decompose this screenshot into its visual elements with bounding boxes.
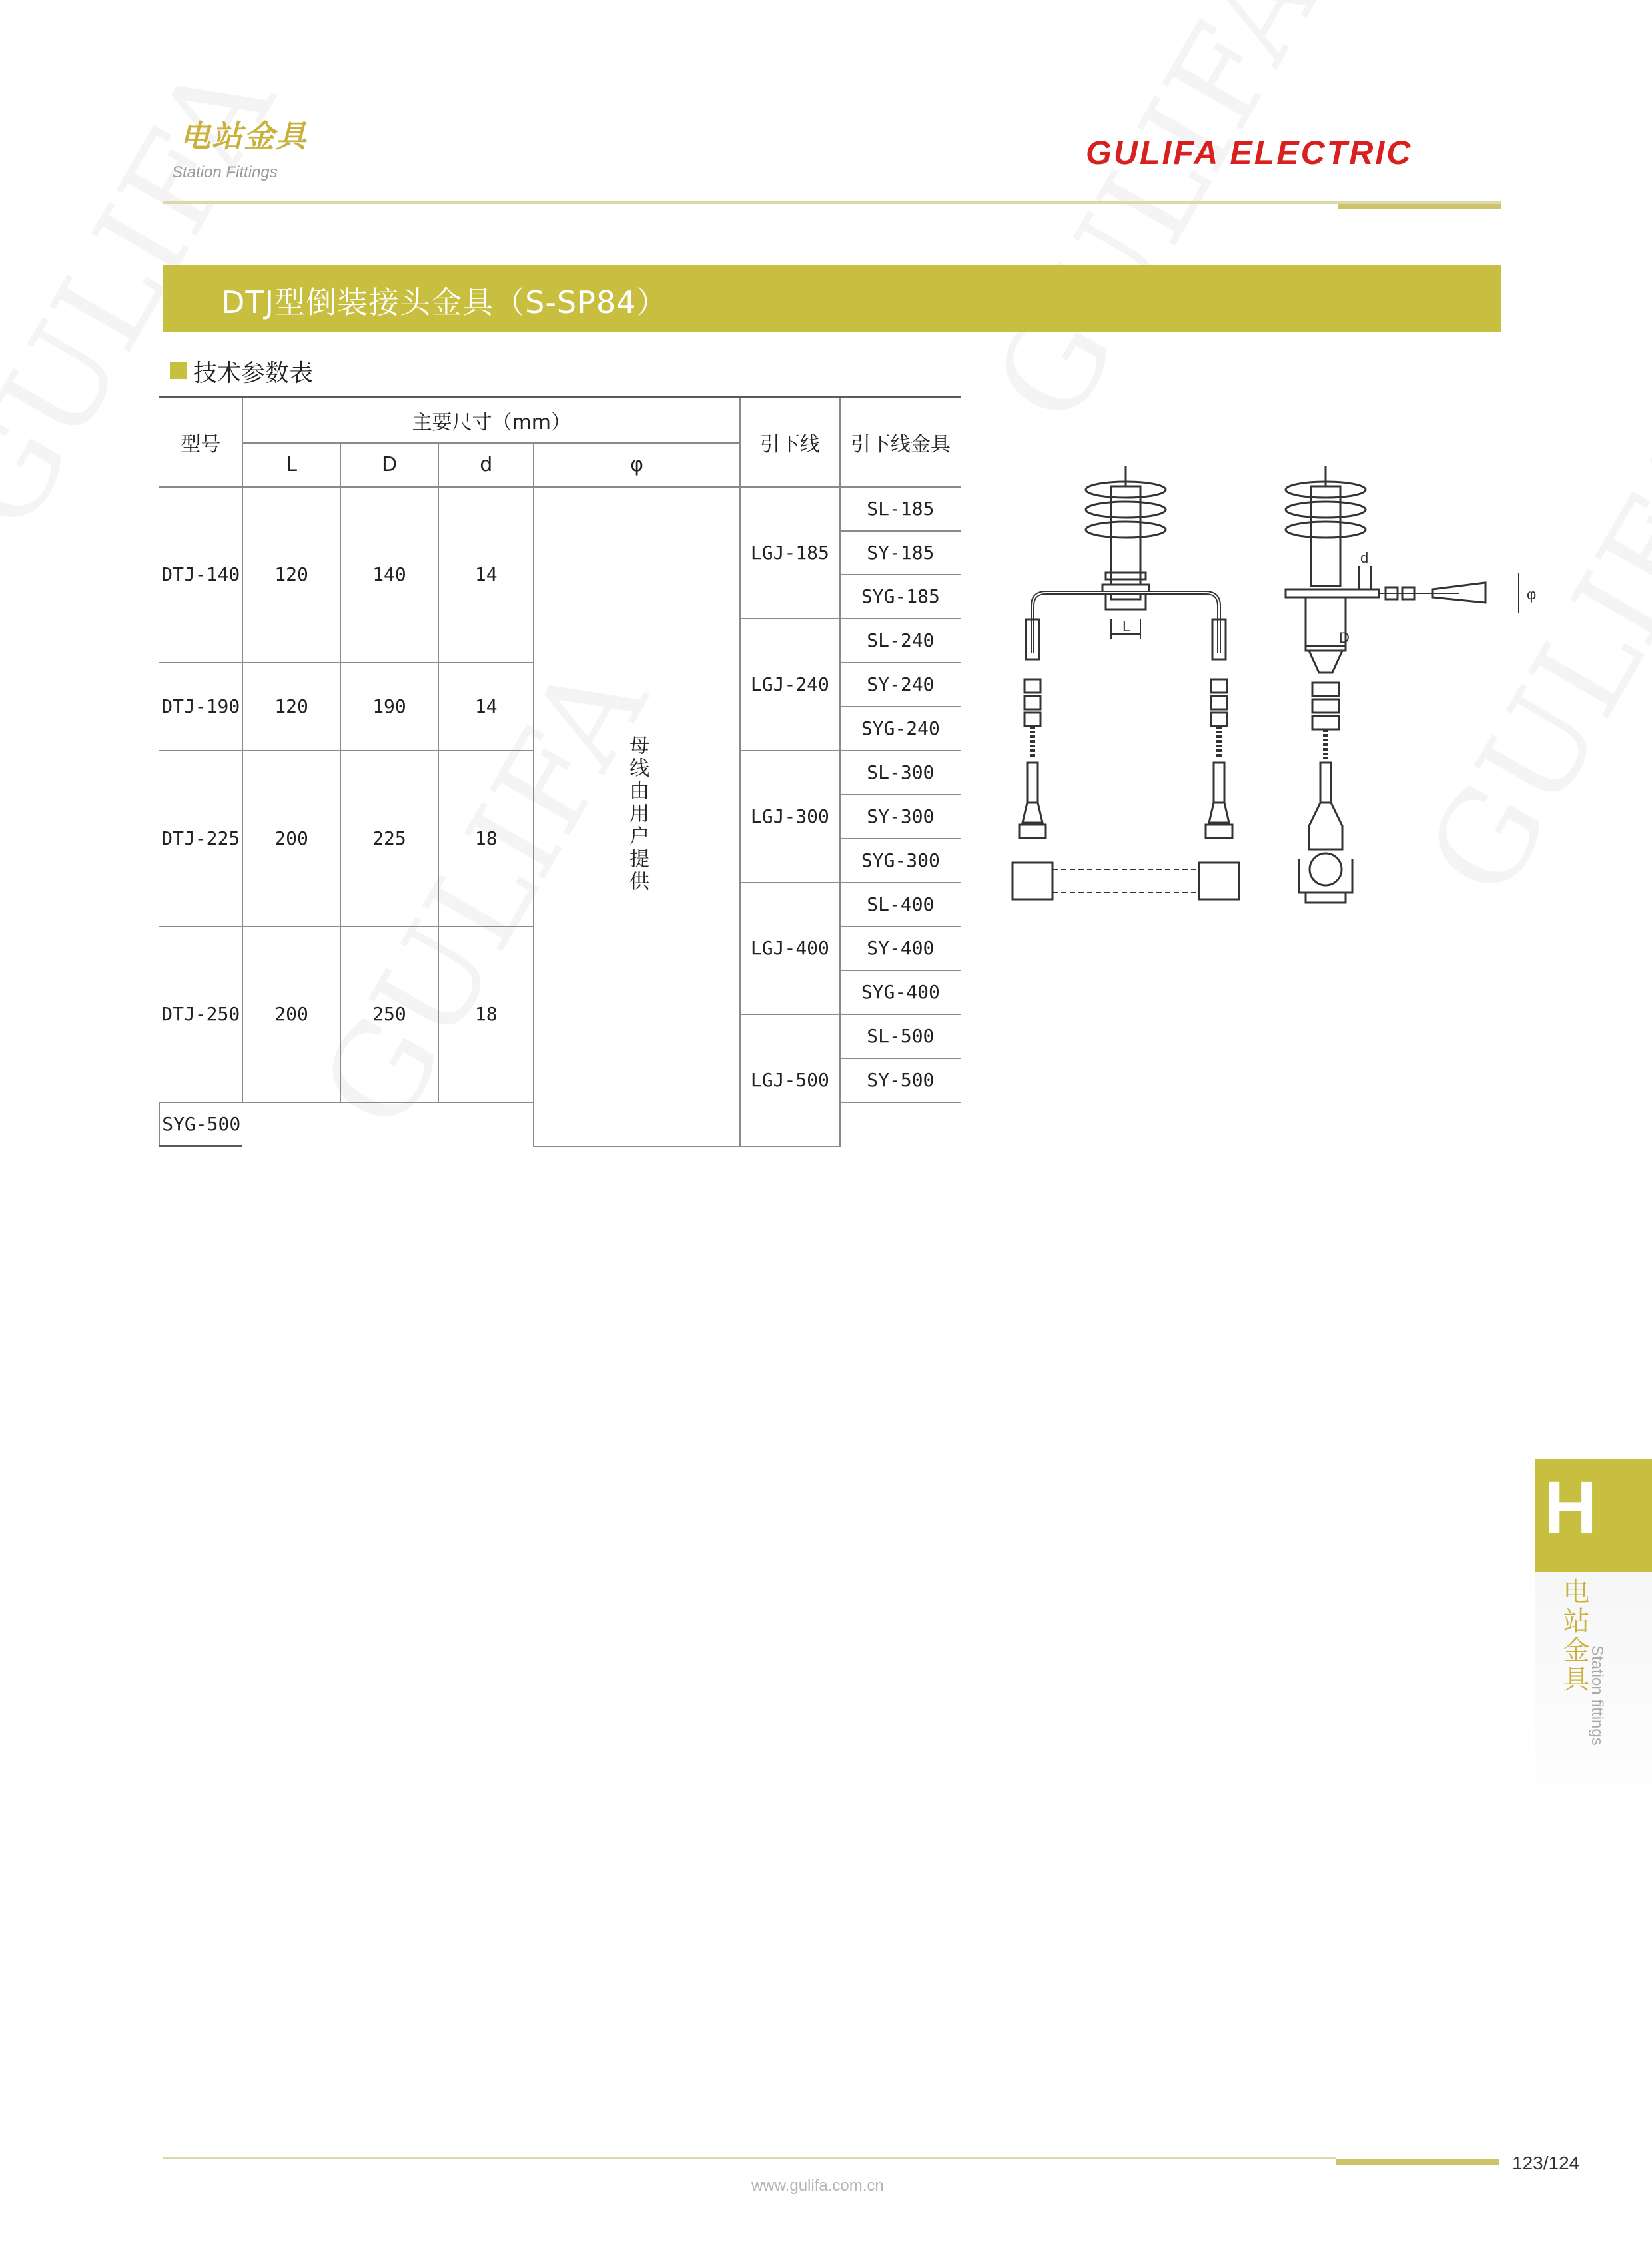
L-cell: 200	[242, 927, 340, 1102]
drawing-label-phi: φ	[1527, 586, 1537, 603]
side-view	[1286, 466, 1519, 903]
footer-divider	[163, 2157, 1336, 2159]
model-cell: DTJ-225	[159, 751, 242, 927]
header-lead-fitting: 引下线金具	[840, 398, 961, 487]
fitting-drawing	[1006, 460, 1565, 926]
header-lead: 引下线	[740, 398, 840, 487]
lead-cell: LGJ-185	[740, 487, 840, 619]
fitting-cell: SYG-500	[159, 1102, 242, 1146]
fitting-cell: SL-500	[840, 1014, 961, 1058]
page-number: 123/124	[1512, 2153, 1580, 2173]
side-tab-letter: H	[1544, 1467, 1597, 1549]
L-cell: 120	[242, 663, 340, 751]
fitting-cell: SY-240	[840, 663, 961, 707]
phi-note-cell	[534, 487, 740, 1146]
header-model: 型号	[159, 398, 242, 487]
fitting-cell: SYG-400	[840, 970, 961, 1014]
category-title: 电站金具	[180, 118, 308, 154]
brand-logo: GULIFA ELECTRIC	[1086, 134, 1413, 171]
d-cell: 14	[438, 487, 534, 663]
front-view	[1013, 466, 1239, 899]
drawing-label-L: L	[1122, 618, 1131, 635]
footer-divider-accent	[1336, 2159, 1499, 2165]
category-subtitle: Station Fittings	[172, 163, 278, 181]
side-tab-cn: 电站金具	[1559, 1577, 1589, 1694]
section-label: 技术参数表	[193, 360, 314, 387]
phi-note: 母线由用户提供	[625, 735, 649, 893]
fitting-cell: SYG-240	[840, 707, 961, 751]
D-cell: 190	[340, 663, 439, 751]
fitting-cell: SY-500	[840, 1058, 961, 1102]
fitting-cell: SYG-300	[840, 839, 961, 883]
D-cell: 140	[340, 487, 439, 663]
fitting-cell: SY-400	[840, 927, 961, 970]
fitting-cell: SL-240	[840, 619, 961, 663]
fitting-cell: SYG-185	[840, 575, 961, 619]
drawing-label-d: d	[1360, 550, 1369, 566]
fitting-cell: SL-185	[840, 487, 961, 531]
header-divider	[163, 201, 1501, 204]
watermark	[966, 0, 1348, 447]
product-title: DTJ型倒装接头金具（S-SP84）	[221, 284, 668, 320]
d-cell: 14	[438, 663, 534, 751]
lead-cell: LGJ-400	[740, 883, 840, 1014]
fitting-cell: SY-185	[840, 531, 961, 575]
model-cell: DTJ-190	[159, 663, 242, 751]
website: www.gulifa.com.cn	[751, 2177, 884, 2195]
fitting-cell: SL-300	[840, 751, 961, 795]
D-cell: 250	[340, 927, 439, 1102]
d-cell: 18	[438, 927, 534, 1102]
D-cell: 225	[340, 751, 439, 927]
header-L: L	[242, 443, 340, 487]
lead-cell: LGJ-500	[740, 1014, 840, 1146]
spec-table	[159, 396, 961, 1147]
header-phi: φ	[534, 443, 740, 487]
lead-cell: LGJ-240	[740, 619, 840, 751]
header-divider-accent	[1338, 204, 1501, 209]
header-main-dims: 主要尺寸（mm）	[242, 398, 740, 443]
fitting-cell: SY-300	[840, 795, 961, 839]
fitting-cell: SL-400	[840, 883, 961, 927]
model-cell: DTJ-140	[159, 487, 242, 663]
drawing-label-D: D	[1339, 629, 1350, 646]
header-d: d	[438, 443, 534, 487]
L-cell: 200	[242, 751, 340, 927]
model-cell: DTJ-250	[159, 927, 242, 1102]
header-D: D	[340, 443, 439, 487]
side-tab-en: Station fittings	[1588, 1645, 1606, 1746]
lead-cell: LGJ-300	[740, 751, 840, 883]
d-cell: 18	[438, 751, 534, 927]
section-bullet	[170, 362, 187, 379]
L-cell: 120	[242, 487, 340, 663]
